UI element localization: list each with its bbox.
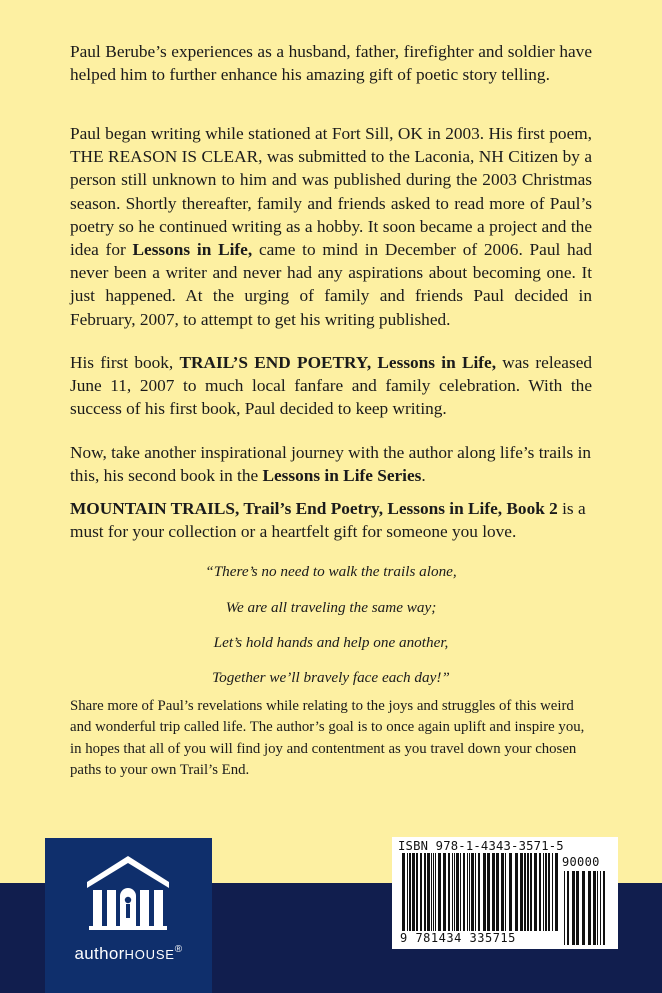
barcode-bar <box>539 853 541 931</box>
barcode-bar <box>548 853 550 931</box>
history-bold-title: Lessons in Life, <box>132 240 253 260</box>
barcode-bar <box>438 853 441 931</box>
barcode-bar <box>545 853 547 931</box>
barcode-bar <box>534 853 537 931</box>
barcode-bar <box>593 871 596 945</box>
closing-paragraph <box>70 696 592 781</box>
barcode-bar <box>572 871 575 945</box>
barcode-bar <box>509 853 512 931</box>
price-barcode-bars <box>564 871 610 945</box>
barcode-bar <box>582 871 585 945</box>
barcode-bar <box>567 871 569 945</box>
pitch-paragraph <box>70 497 592 543</box>
barcode-bar <box>555 853 558 931</box>
barcode-bar <box>600 871 601 945</box>
barcode-bar <box>424 853 426 931</box>
history-text-2: came to mind in December of 2006. Paul had never been a writer and never had any aspirations about becoming one. It just happened. At the urging of family and friends Paul decided in February, 2007, to attempt to get his writing published. <box>70 240 592 329</box>
barcode-bar <box>471 853 474 931</box>
barcode-bar <box>543 853 544 931</box>
barcode-bar <box>409 853 411 931</box>
barcode-bar <box>448 853 450 931</box>
closing-text: Share more of Paul’s revelations while relating to the joys and struggles of this weird and wonderful trip called life. The author’s goal is to once again uplift and inspire you, in hopes that all of you will find joy and contentment as you travel down your chosen paths to your own Trail’s End. <box>70 698 585 778</box>
barcode-bar <box>501 853 504 931</box>
barcode-bar <box>505 853 506 931</box>
barcode-bar <box>456 853 459 931</box>
barcode-bar <box>576 871 579 945</box>
barcode-bar <box>603 871 605 945</box>
first-book-paragraph <box>70 351 592 421</box>
pitch-text: is a must for your collection or a heartfelt gift for someone you love. <box>70 499 586 542</box>
barcode-bar <box>564 871 565 945</box>
barcode-bar <box>588 871 591 945</box>
series-name: Lessons in Life Series <box>262 466 422 486</box>
author-bio-paragraph <box>70 40 592 86</box>
price-code: 90000 <box>562 855 600 869</box>
ean-digits: 9 781434 335715 <box>400 931 516 945</box>
barcode-bar <box>435 853 436 931</box>
barcode-bar <box>469 853 470 931</box>
history-text-1: Paul began writing while stationed at Fort Sill, OK in 2003. His first poem, THE REASON IS CLEAR, was submitted to the Laconia, NH Citizen by a person still unknown to him and was published during the 2003 Christmas season. Shortly thereafter, family and friends asked to read more of Paul’s poetry so he continued writing as a hobby. It soon became a project and the idea for <box>70 124 592 260</box>
barcode-bar <box>520 853 523 931</box>
barcode-bar <box>463 853 465 931</box>
quote-line-4: Together we’ll bravely face each day!” <box>212 669 450 686</box>
barcode-bar <box>492 853 495 931</box>
publisher-logo <box>45 838 212 993</box>
barcode-bar <box>597 871 598 945</box>
barcode-bar <box>454 853 455 931</box>
barcode-bar <box>427 853 430 931</box>
barcode-bar <box>407 853 408 931</box>
journey-paragraph <box>70 441 592 487</box>
barcode-bar <box>416 853 418 931</box>
quote-line-3: Let’s hold hands and help one another, <box>213 634 449 651</box>
journey-text-2: . <box>421 466 426 486</box>
barcode-bar <box>530 853 532 931</box>
first-book-text-1: His first book, <box>70 353 180 372</box>
first-book-title: TRAIL’S END POETRY, Lessons in Life, <box>179 353 497 372</box>
barcode-bar <box>420 853 422 931</box>
journey-text-1: Now, take another inspirational journey with the author along life’s trails in this, his second book in the <box>70 443 592 486</box>
barcode-bar <box>483 853 486 931</box>
barcode-bar <box>524 853 526 931</box>
barcode-bar <box>412 853 415 931</box>
barcode-bar <box>402 853 405 931</box>
barcode-bar <box>475 853 476 931</box>
barcode-bar <box>478 853 480 931</box>
quote-line-2: We are all traveling the same way; <box>225 599 437 616</box>
barcode-bar <box>552 853 553 931</box>
barcode-bar <box>460 853 461 931</box>
house-arch-icon <box>83 852 173 932</box>
quote-line-1: “There’s no need to walk the trails alone, <box>205 563 457 580</box>
barcode-bar <box>431 853 432 931</box>
isbn-barcode <box>392 837 618 949</box>
book-title: MOUNTAIN TRAILS, Trail’s End Poetry, Lessons in Life, Book 2 <box>70 499 558 518</box>
writing-history-paragraph <box>70 122 592 331</box>
ean-barcode-bars <box>402 853 562 931</box>
barcode-bar <box>433 853 434 931</box>
barcode-bar <box>467 853 468 931</box>
barcode-bar <box>443 853 446 931</box>
barcode-bar <box>515 853 518 931</box>
bio-text: Paul Berube’s experiences as a husband, father, firefighter and soldier have helped him to further enhance his amazing gift of poetic story telling. <box>70 42 592 85</box>
barcode-bar <box>527 853 529 931</box>
isbn-number: ISBN 978-1-4343-3571-5 <box>398 839 564 853</box>
first-book-text-2: was released June 11, 2007 to much local fanfare and family celebration. With the success of his first book, Paul decided to keep writing. <box>70 353 593 419</box>
barcode-bar <box>496 853 499 931</box>
barcode-bar <box>452 853 453 931</box>
publisher-name: authorHOUSE® <box>74 944 183 963</box>
barcode-bar <box>487 853 490 931</box>
